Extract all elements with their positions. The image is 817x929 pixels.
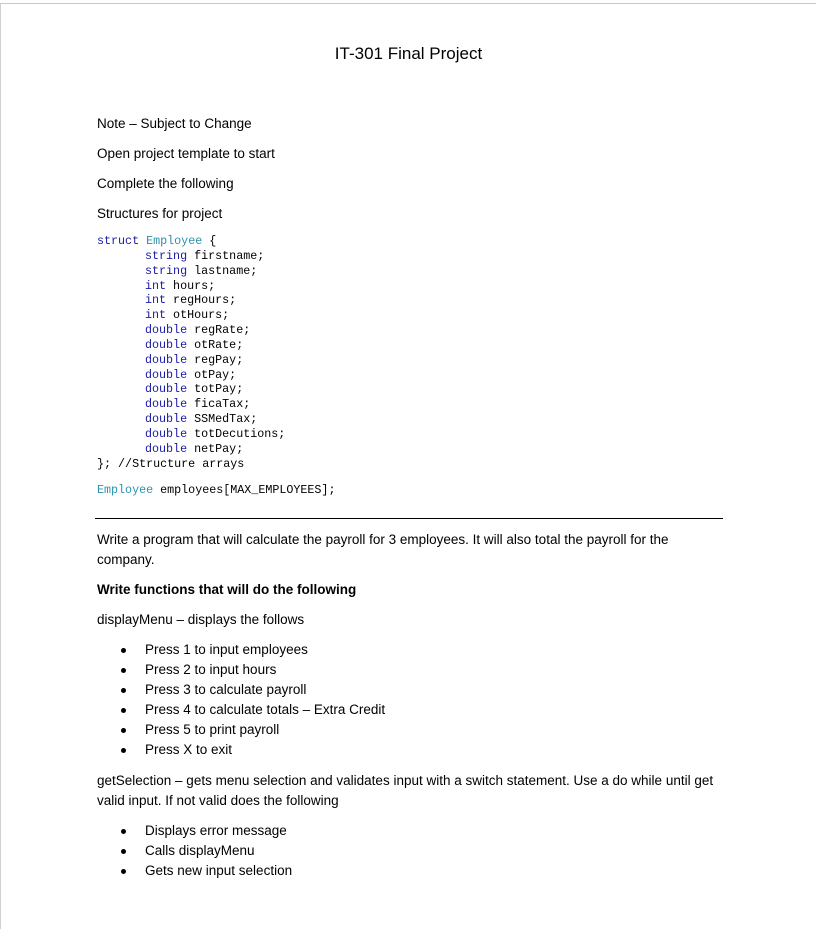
description-paragraph: Write a program that will calculate the payroll for 3 employees. It will also total the payroll for the company. xyxy=(97,532,669,567)
note-paragraph: Note – Subject to Change xyxy=(97,116,252,131)
field-name: SSMedTax; xyxy=(187,412,258,427)
menu-item xyxy=(97,740,385,760)
invalid-item xyxy=(97,841,292,861)
field-type: int xyxy=(145,278,167,293)
invalid-item xyxy=(97,821,292,841)
code-type-name: Employee xyxy=(146,234,203,248)
field-type: double xyxy=(145,426,188,441)
bullet-icon xyxy=(121,869,126,874)
code-line-field xyxy=(97,308,285,323)
field-name: ficaTax; xyxy=(187,397,251,412)
field-type: double xyxy=(145,352,188,367)
complete-paragraph: Complete the following xyxy=(97,176,234,191)
code-line-field xyxy=(97,353,285,368)
field-type: int xyxy=(145,308,167,323)
code-line-struct xyxy=(97,234,285,249)
field-name: netPay; xyxy=(187,441,244,456)
field-name: firstname; xyxy=(187,248,265,263)
field-name: totDecutions; xyxy=(187,426,286,441)
code-open-brace: { xyxy=(202,234,217,248)
bullet-icon xyxy=(121,849,126,854)
field-type: double xyxy=(145,397,188,412)
menu-item-text: Press 4 to calculate totals – Extra Credit xyxy=(145,702,386,717)
horizontal-rule xyxy=(95,518,723,519)
field-name: regPay; xyxy=(187,352,244,367)
field-type: string xyxy=(145,263,188,278)
invalid-item-text: Displays error message xyxy=(145,823,287,838)
menu-item-text: Press 5 to print payroll xyxy=(145,722,280,737)
menu-item xyxy=(97,640,385,660)
invalid-item-text: Gets new input selection xyxy=(145,863,293,878)
invalid-item-text: Calls displayMenu xyxy=(145,843,255,858)
code-line-close: }; //Structure arrays xyxy=(97,456,245,471)
field-name: otHours; xyxy=(166,308,230,323)
array-declaration xyxy=(97,483,335,497)
code-line-field xyxy=(97,427,285,442)
field-type: double xyxy=(145,337,188,352)
field-type: double xyxy=(145,382,188,397)
open-template-paragraph: Open project template to start xyxy=(97,146,275,161)
menu-item-text: Press X to exit xyxy=(145,742,233,757)
functions-heading: Write functions that will do the following xyxy=(97,582,357,597)
code-line-field xyxy=(97,293,285,308)
field-type: double xyxy=(145,323,188,338)
code-line-field xyxy=(97,323,285,338)
structures-paragraph: Structures for project xyxy=(97,206,223,221)
menu-item-text: Press 3 to calculate payroll xyxy=(145,682,307,697)
menu-item-text: Press 1 to input employees xyxy=(145,642,308,657)
field-type: double xyxy=(145,412,188,427)
menu-item-text: Press 2 to input hours xyxy=(145,662,277,677)
field-name: regHours; xyxy=(166,293,237,308)
struct-code-block xyxy=(97,234,285,472)
get-selection-paragraph: getSelection – gets menu selection and validates input with a switch statement. Use a do while until get valid input. If not valid does the following xyxy=(97,773,714,808)
code-line-field xyxy=(97,249,285,264)
array-type: Employee xyxy=(97,483,154,497)
code-line-field xyxy=(97,264,285,279)
code-line-field xyxy=(97,279,285,294)
field-name: hours; xyxy=(166,278,216,293)
invalid-item xyxy=(97,861,292,881)
code-line-field xyxy=(97,412,285,427)
field-name: otPay; xyxy=(187,367,237,382)
field-type: string xyxy=(145,248,188,263)
code-line-field xyxy=(97,368,285,383)
bullet-icon xyxy=(121,728,126,733)
invalid-bullet-list xyxy=(97,821,292,881)
code-line-field xyxy=(97,338,285,353)
code-line-field xyxy=(97,442,285,457)
menu-bullet-list xyxy=(97,640,385,760)
bullet-icon xyxy=(121,668,126,673)
code-line-field xyxy=(97,382,285,397)
menu-item xyxy=(97,660,385,680)
field-type: int xyxy=(145,293,167,308)
field-type: double xyxy=(145,367,188,382)
code-keyword: struct xyxy=(97,234,140,248)
document-title: IT-301 Final Project xyxy=(334,44,483,63)
field-type: double xyxy=(145,441,188,456)
display-menu-paragraph: displayMenu – displays the follows xyxy=(97,612,305,627)
field-name: totPay; xyxy=(187,382,244,397)
field-name: otRate; xyxy=(187,337,244,352)
bullet-icon xyxy=(121,648,126,653)
bullet-icon xyxy=(121,688,126,693)
menu-item xyxy=(97,720,385,740)
menu-item xyxy=(97,680,385,700)
bullet-icon xyxy=(121,829,126,834)
field-name: lastname; xyxy=(187,263,258,278)
array-decl: employees[MAX_EMPLOYEES]; xyxy=(153,483,336,497)
code-line-field xyxy=(97,397,285,412)
bullet-icon xyxy=(121,748,126,753)
field-name: regRate; xyxy=(187,323,251,338)
bullet-icon xyxy=(121,708,126,713)
menu-item xyxy=(97,700,385,720)
